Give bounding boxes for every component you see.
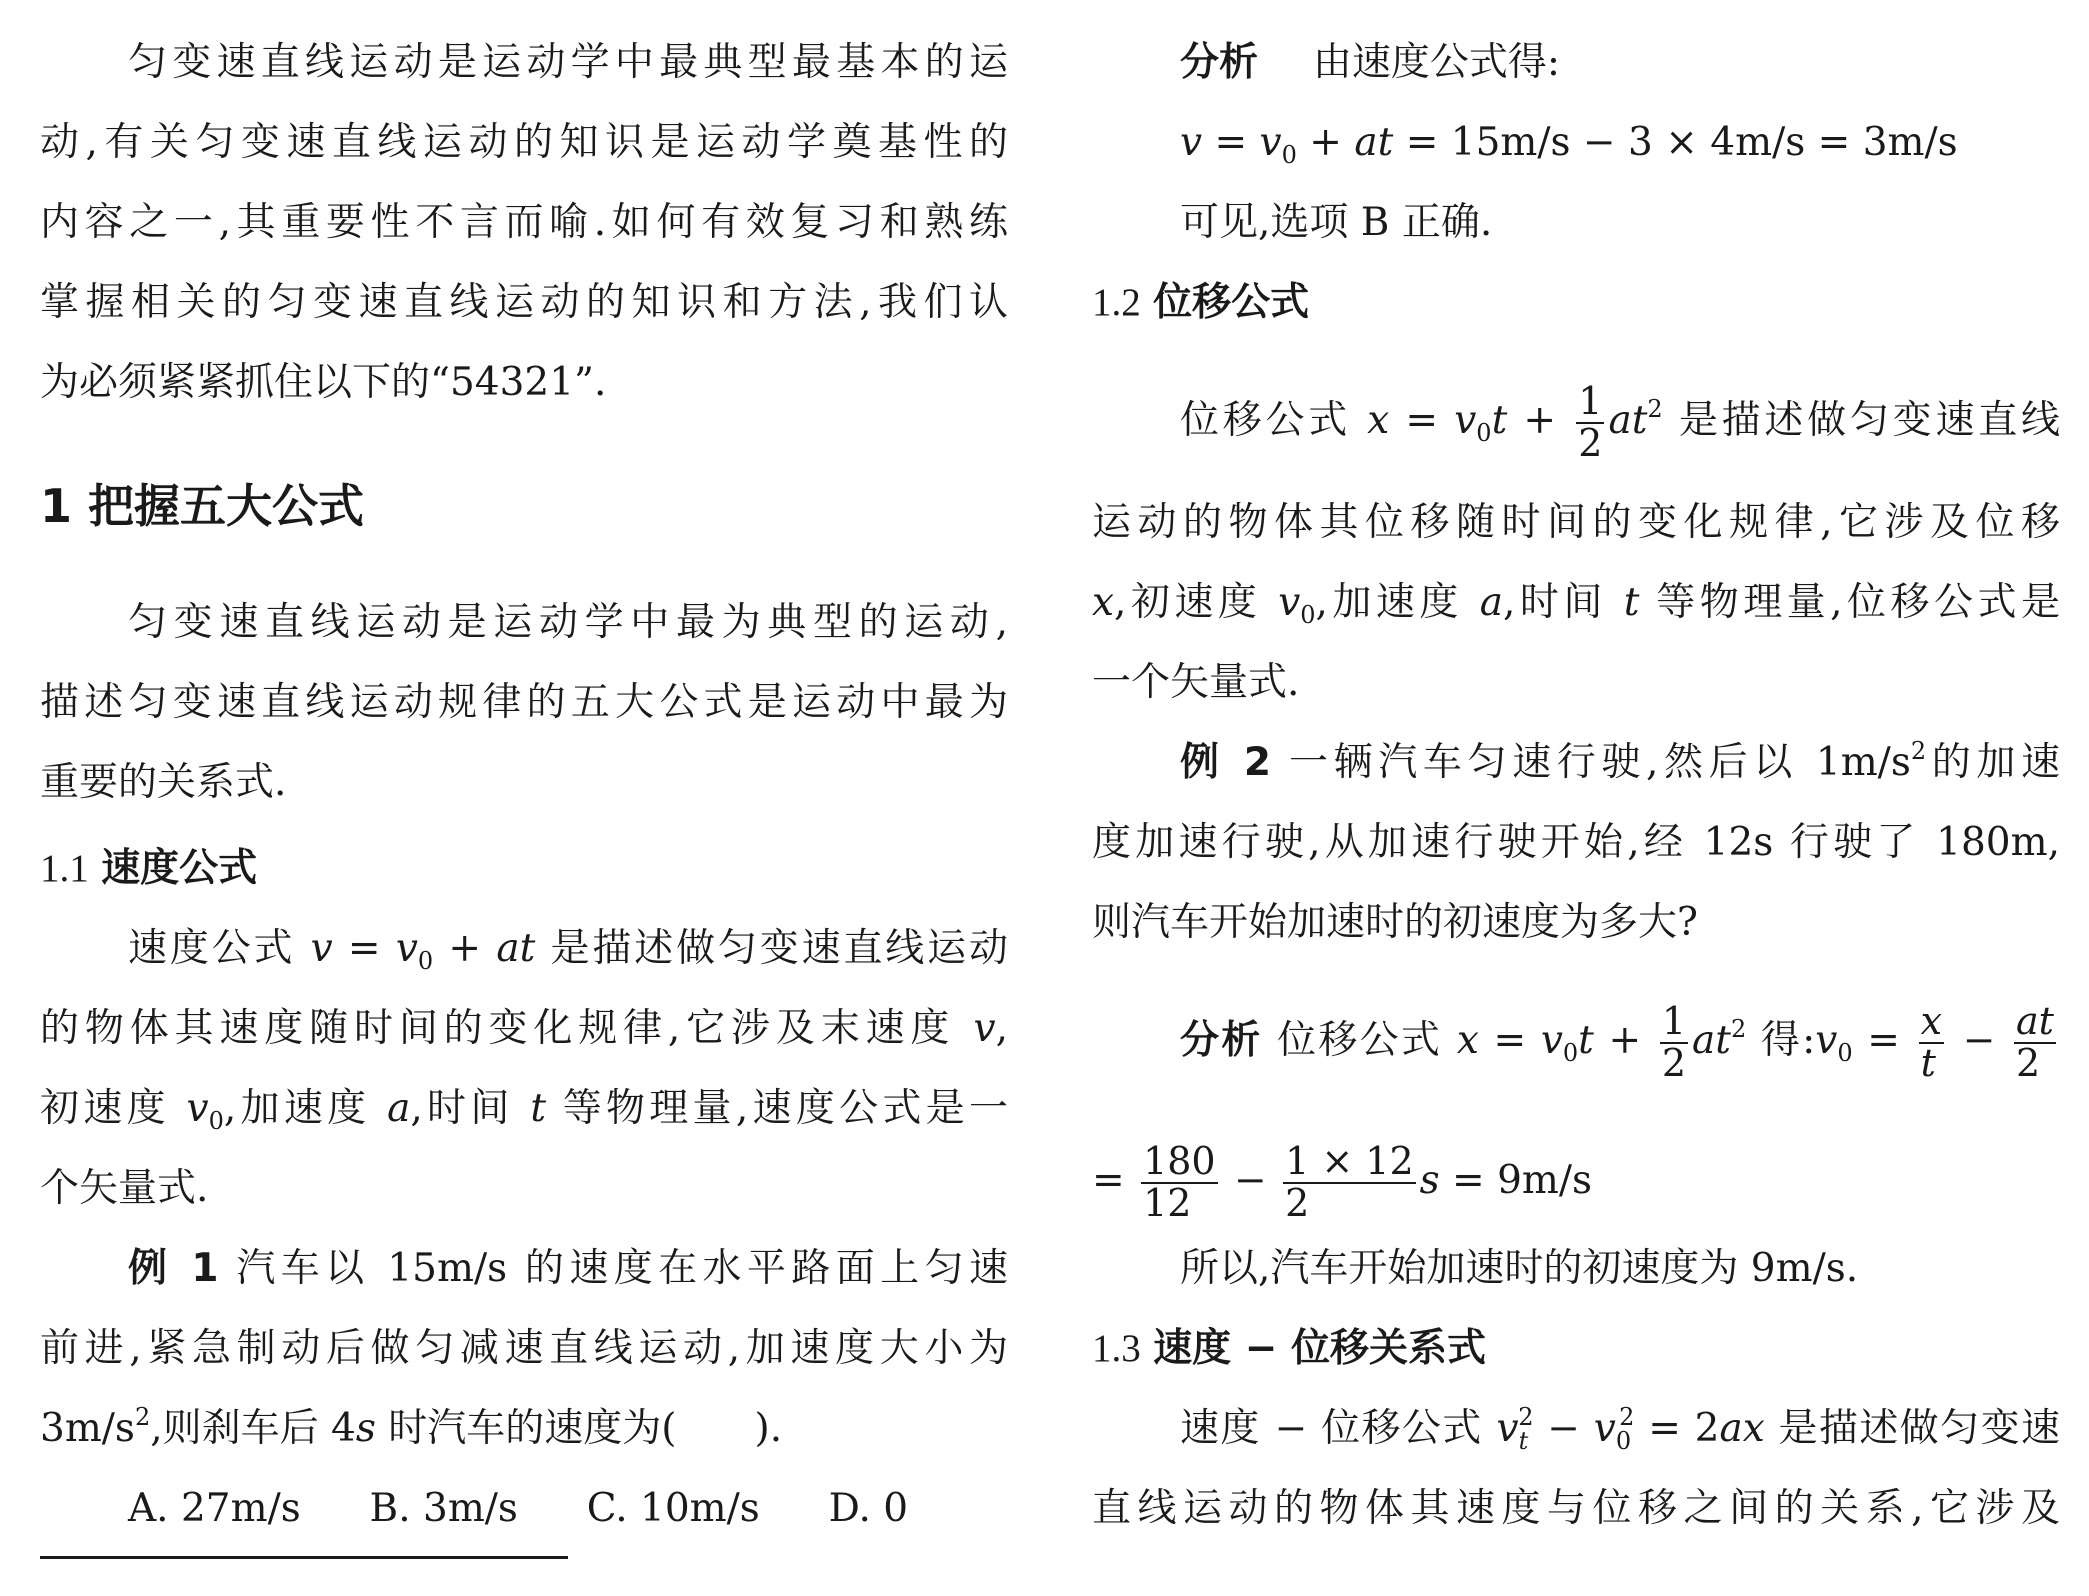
option-b: B. 3m/s	[369, 1486, 518, 1531]
analysis1-text: 由速度公式得:	[1312, 40, 1560, 85]
vd-para-line-1: 速度 − 位移公式 $v_t^2 - v_0^2 = 2ax$ 是描述做匀变速	[1180, 1403, 2060, 1455]
displacement-para-text: 是描述做匀变速直线	[1678, 397, 2060, 443]
analysis2-conclusion: 所以,汽车开始加速时的初速度为 9m/s.	[1180, 1246, 1859, 1291]
example1-line-1	[40, 1242, 1008, 1296]
example2-label: 例 2	[1180, 740, 1271, 785]
subsection-1-1-title: 速度公式	[101, 846, 258, 891]
subsection-1-3-number: 1.3	[1092, 1327, 1141, 1370]
subsection-1-2-title: 位移公式	[1153, 280, 1310, 325]
example1-line-3: $3m/s^2$,则刹车后 4s 时汽车的速度为( ).	[40, 1403, 783, 1451]
analysis2-result: = 9m/s	[1452, 1157, 1593, 1203]
fraction-one-half: $\frac{1}{2}$	[1578, 379, 1603, 465]
footnote-rule	[40, 1556, 568, 1559]
example2-line-3: 则汽车开始加速时的初速度为多大?	[1092, 900, 1698, 945]
displacement-formula: x	[1367, 397, 1390, 443]
velocity-para-line-1: 速度公式 $v = v_0$ + at 是描述做匀变速直线运动	[128, 926, 1008, 975]
fraction-x-over-t: $\frac{x}{t}$	[1920, 999, 1943, 1085]
velocity-para-text: 的物体其速度随时间的变化规律,它涉及末速度	[40, 1006, 956, 1051]
section1-para-line-1: 匀变速直线运动是运动学中最为典型的运动,	[128, 600, 1008, 645]
analysis2-line-1: 分析 位移公式 $x = v_0t$ + $\frac{1}{2}$ $at^2$ 得$:v_0$ = $\frac{x}{t}$ − $\frac{at}{2}$	[1180, 999, 2054, 1085]
velocity-para-text: ,加速度	[223, 1086, 371, 1131]
fraction-at-over-2: $\frac{at}{2}$	[2016, 999, 2054, 1085]
subsection-1-1-heading	[40, 842, 1008, 896]
option-a: A. 27m/s	[128, 1486, 301, 1531]
section1-para-line-2: 描述匀变速直线运动规律的五大公式是运动中最为	[40, 680, 1008, 725]
example1-text: 时汽车的速度为( ).	[388, 1406, 783, 1451]
subsection-1-3-title: 速度 − 位移关系式	[1153, 1326, 1486, 1371]
intro-line-2: 动,有关匀变速直线运动的知识是运动学奠基性的	[40, 120, 1008, 165]
analysis2-text: 位移公式	[1277, 1017, 1443, 1063]
analysis1-line-1	[1092, 36, 2060, 90]
analysis1-label: 分析	[1180, 40, 1259, 85]
intro-line-5: 为必须紧紧抓住以下的“54321”.	[40, 360, 607, 405]
vd-para-text: 速度 − 位移公式	[1180, 1406, 1483, 1451]
example2-line-1: 例 2 一辆汽车匀速行驶,然后以 $1m/s^2$的加速	[1180, 737, 2060, 785]
velocity-para-line-2: 的物体其速度随时间的变化规律,它涉及末速度 v,	[40, 1006, 1008, 1051]
displacement-para-line-2: 运动的物体其位移随时间的变化规律,它涉及位移	[1092, 500, 2060, 545]
example2-text: 的加速	[1926, 740, 2060, 785]
example1-line-2: 前进,紧急制动后做匀减速直线运动,加速度大小为	[40, 1326, 1008, 1371]
intro-line-4: 掌握相关的匀变速直线运动的知识和方法,我们认	[40, 280, 1008, 325]
subsection-1-3-heading	[1092, 1322, 2060, 1376]
velocity-para-text: 速度公式	[128, 926, 296, 971]
section1-title: 1 把握五大公式	[40, 479, 365, 533]
velocity-para-text: 等物理量,速度公式是一	[562, 1086, 1008, 1131]
subsection-1-2-number: 1.2	[1092, 281, 1141, 324]
example2-line-2: 度加速行驶,从加速行驶开始,经 12s 行驶了 180m,	[1092, 820, 2060, 865]
example1-label: 例 1	[128, 1246, 219, 1291]
displacement-para-text: 位移公式	[1180, 397, 1352, 443]
example1-text: 3m/s	[40, 1406, 135, 1451]
velocity-para-text: 是描述做匀变速直线运动	[550, 926, 1008, 971]
displacement-para-text: 等物理量,位移公式是	[1656, 580, 2060, 625]
velocity-para-text: ,时间	[410, 1086, 514, 1131]
example2-text: 一辆汽车匀速行驶,然后以 1m/s	[1289, 740, 1911, 785]
velocity-para-text: 初速度	[40, 1086, 170, 1131]
analysis2-text: 得:	[1760, 1017, 1816, 1063]
example1-options	[40, 1482, 1008, 1536]
velocity-para-line-3: 初速度 $v_0$,加速度 a,时间 t 等物理量,速度公式是一	[40, 1086, 1008, 1135]
analysis2-label: 分析	[1180, 1017, 1263, 1063]
section1-para-line-3: 重要的关系式.	[40, 760, 287, 805]
option-c: C. 10m/s	[586, 1486, 760, 1531]
fraction-1x12-over-2: $\frac{1 \times 12}{2}$	[1285, 1139, 1414, 1225]
analysis1-calc-text: = 15m/s − 3 × 4m/s = 3m/s	[1405, 120, 1958, 165]
subsection-1-2-heading	[1092, 276, 2060, 330]
vd-para-text: 是描述做匀变速	[1778, 1406, 2060, 1451]
fraction-180-over-12: $\frac{180}{12}$	[1143, 1139, 1216, 1225]
velocity-para-line-4: 个矢量式.	[40, 1166, 209, 1211]
example1-text: ,则刹车后 4	[150, 1406, 356, 1451]
analysis1-conclusion: 可见,选项 B 正确.	[1180, 200, 1493, 245]
intro-line-3: 内容之一,其重要性不言而喻.如何有效复习和熟练	[40, 200, 1008, 245]
intro-line-1: 匀变速直线运动是运动学中最典型最基本的运	[128, 40, 1008, 85]
example1-text: 汽车以 15m/s 的速度在水平路面上匀速	[236, 1246, 1008, 1291]
fraction-one-half: $\frac{1}{2}$	[1661, 999, 1687, 1085]
displacement-para-line-3: x,初速度 $v_0$,加速度 a,时间 t 等物理量,位移公式是	[1092, 580, 2060, 629]
displacement-para-line-1: 位移公式 $x = v_0t$ + $\frac{1}{2}$ $at^2$ 是描述做匀变速直线	[1180, 379, 2060, 465]
analysis1-calc: $v = v_0$ + at = 15m/s − 3 × 4m/s = 3m/s	[1180, 120, 1958, 169]
subsection-1-1-number: 1.1	[40, 847, 89, 890]
displacement-para-text: ,初速度	[1114, 580, 1262, 625]
analysis2-line-2: = $\frac{180}{12}$ − $\frac{1 \times 12}{2}$ s = 9m/s	[1092, 1139, 1593, 1225]
displacement-para-text: ,时间	[1502, 580, 1607, 625]
displacement-para-text: ,加速度	[1315, 580, 1463, 625]
velocity-formula: v	[310, 926, 333, 971]
displacement-para-line-4: 一个矢量式.	[1092, 660, 1300, 705]
vd-formula: v	[1496, 1406, 1519, 1451]
option-d: D. 0	[828, 1486, 909, 1531]
vd-para-line-2: 直线运动的物体其速度与位移之间的关系,它涉及	[1092, 1486, 2060, 1531]
